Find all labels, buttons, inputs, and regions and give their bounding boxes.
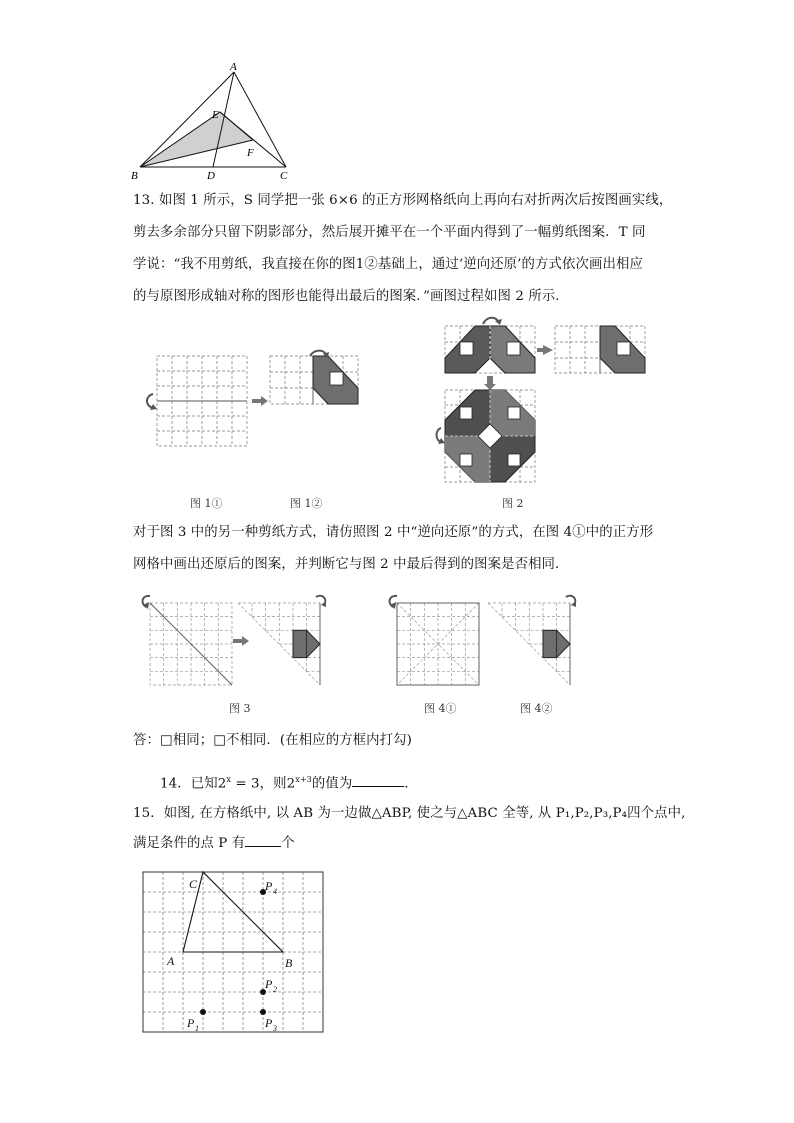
label-p1-sub: 1	[195, 1024, 199, 1033]
label-p4: P	[265, 879, 273, 893]
q15-answer-blank[interactable]	[245, 834, 281, 847]
caption-fig4-2: 图 4②	[520, 702, 553, 715]
q13-line4: 的与原图形成轴对称的图形也能得出最后的图案．”画图过程如图 2 所示．	[133, 289, 569, 304]
arrow-left-icon	[537, 345, 553, 355]
q14-suffix: 的值为	[311, 776, 353, 792]
grid-figure	[143, 872, 325, 1034]
label-e: E	[212, 109, 219, 121]
q14-prefix: 14．已知	[160, 776, 218, 792]
q13-line1: 13. 如图 1 所示，S 同学把一张 6×6 的正方形网格纸向上再向右对折两次后按图画实线，	[133, 193, 673, 208]
fold-right-arrow-icon	[310, 351, 326, 356]
figure-1-2	[268, 352, 363, 412]
q13-line3: 学说：“我不用剪纸，我直接在你的图1②基础上，通过‘逆向还原’的方式依次画出相应	[133, 257, 643, 272]
label-b: B	[131, 170, 138, 182]
q14-mid: = 3，则	[230, 776, 287, 792]
caption-fig1-1: 图 1①	[190, 497, 223, 510]
arrow-right-icon	[252, 396, 268, 406]
q14-exp2: x+3	[295, 775, 312, 784]
q13-line2: 剪去多余部分只留下阴影部分，然后展开摊平在一个平面内得到了一幅剪纸图案．T 同	[133, 225, 646, 240]
caption-fig2: 图 2	[502, 497, 524, 510]
q15-line2-suffix: 个	[281, 836, 295, 851]
label-d: D	[207, 170, 215, 182]
q14-base2: 2	[286, 776, 296, 792]
q14-answer-blank[interactable]	[352, 774, 404, 787]
label-c: C	[280, 170, 288, 182]
q15-line2	[133, 829, 673, 859]
q14-base1: 2	[217, 776, 227, 792]
q13-answer: 答：□相同；□不相同．(在相应的方框内打勾)	[133, 733, 412, 748]
caption-fig3: 图 3	[229, 702, 251, 715]
caption-fig4-1: 图 4①	[424, 702, 457, 715]
label-p3: P	[265, 1016, 273, 1030]
figure-3	[140, 595, 335, 690]
figure-2	[443, 318, 658, 488]
label-p4-sub: 4	[273, 887, 277, 896]
figure-4	[385, 595, 585, 690]
shaded-triangle-bef	[140, 112, 253, 167]
label-p1: P	[187, 1016, 195, 1030]
label-a: A	[230, 61, 237, 73]
label-f: F	[247, 147, 254, 159]
q13-line6: 网格中画出还原后的图案，并判断它与图 2 中最后得到的图案是否相同．	[133, 557, 569, 572]
q14-end: ．	[404, 776, 418, 792]
point-p1	[200, 1009, 206, 1015]
figure-1-1	[145, 352, 250, 452]
point-p3	[260, 1009, 266, 1015]
arrow-right-icon	[233, 636, 249, 646]
q14-line	[160, 765, 700, 799]
arrow-down-icon	[484, 376, 496, 390]
triangle-figure	[128, 60, 298, 185]
label-p2-sub: 2	[273, 985, 277, 994]
q13-line5: 对于图 3 中的另一种剪纸方式，请仿照图 2 中“逆向还原”的方式，在图 4①中的正方形	[133, 525, 654, 540]
q14-exp1: x	[226, 775, 231, 784]
q15-line2-prefix: 满足条件的点 P 有	[133, 836, 246, 851]
label-c: C	[189, 877, 198, 891]
caption-fig1-2: 图 1②	[290, 497, 323, 510]
label-p3-sub: 3	[273, 1024, 277, 1033]
q15-line1: 15．如图, 在方格纸中, 以 AB 为一边做△ABP, 使之与△ABC 全等, 从 P₁,P₂,P₃,P₄四个点中,	[133, 806, 686, 821]
label-b: B	[285, 956, 293, 970]
label-p2: P	[265, 977, 273, 991]
label-a: A	[167, 954, 175, 968]
